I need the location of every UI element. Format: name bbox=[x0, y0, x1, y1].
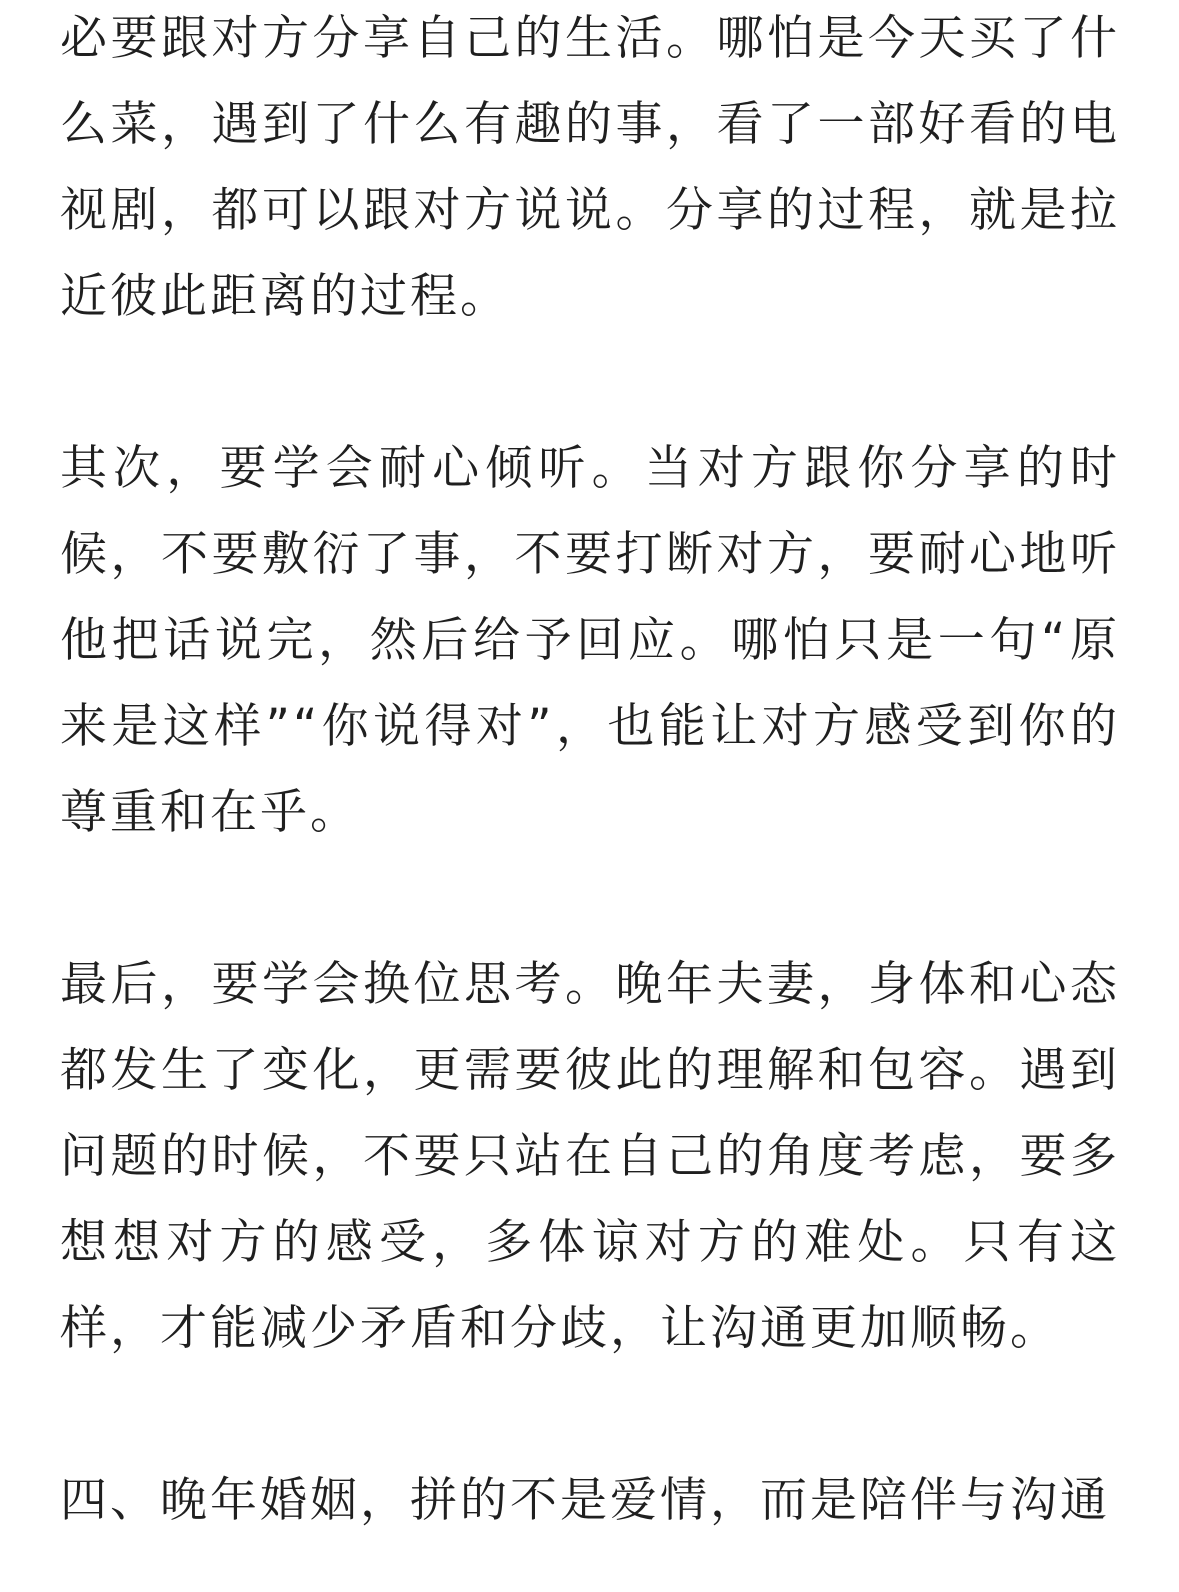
paragraph-listening bbox=[60, 426, 1120, 856]
section-heading-text: 四、晚年婚姻，拼的不是爱情，而是陪伴与沟通 bbox=[60, 1473, 1110, 1528]
paragraph-text: 最后，要学会换位思考。晚年夫妻，身体和心态都发生了变化，更需要彼此的理解和包容。遇到问题的时候，不要只站在自己的角度考虑，要多想想对方的感受，多体谅对方的难处。只有这样，才能减少矛盾和分歧，让沟通更加顺畅。 bbox=[60, 957, 1120, 1356]
paragraph-text: 必要跟对方分享自己的生活。哪怕是今天买了什么菜，遇到了什么有趣的事，看了一部好看的电视剧，都可以跟对方说说。分享的过程，就是拉近彼此距离的过程。 bbox=[60, 11, 1120, 324]
article-body bbox=[60, 0, 1120, 1544]
paragraph-sharing bbox=[60, 0, 1120, 340]
paragraph-text: 其次，要学会耐心倾听。当对方跟你分享的时候，不要敷衍了事，不要打断对方，要耐心地听他把话说完，然后给予回应。哪怕只是一句“原来是这样”“你说得对”，也能让对方感受到你的尊重和在乎。 bbox=[60, 441, 1120, 840]
section-heading bbox=[60, 1458, 1120, 1544]
paragraph-empathy bbox=[60, 942, 1120, 1372]
